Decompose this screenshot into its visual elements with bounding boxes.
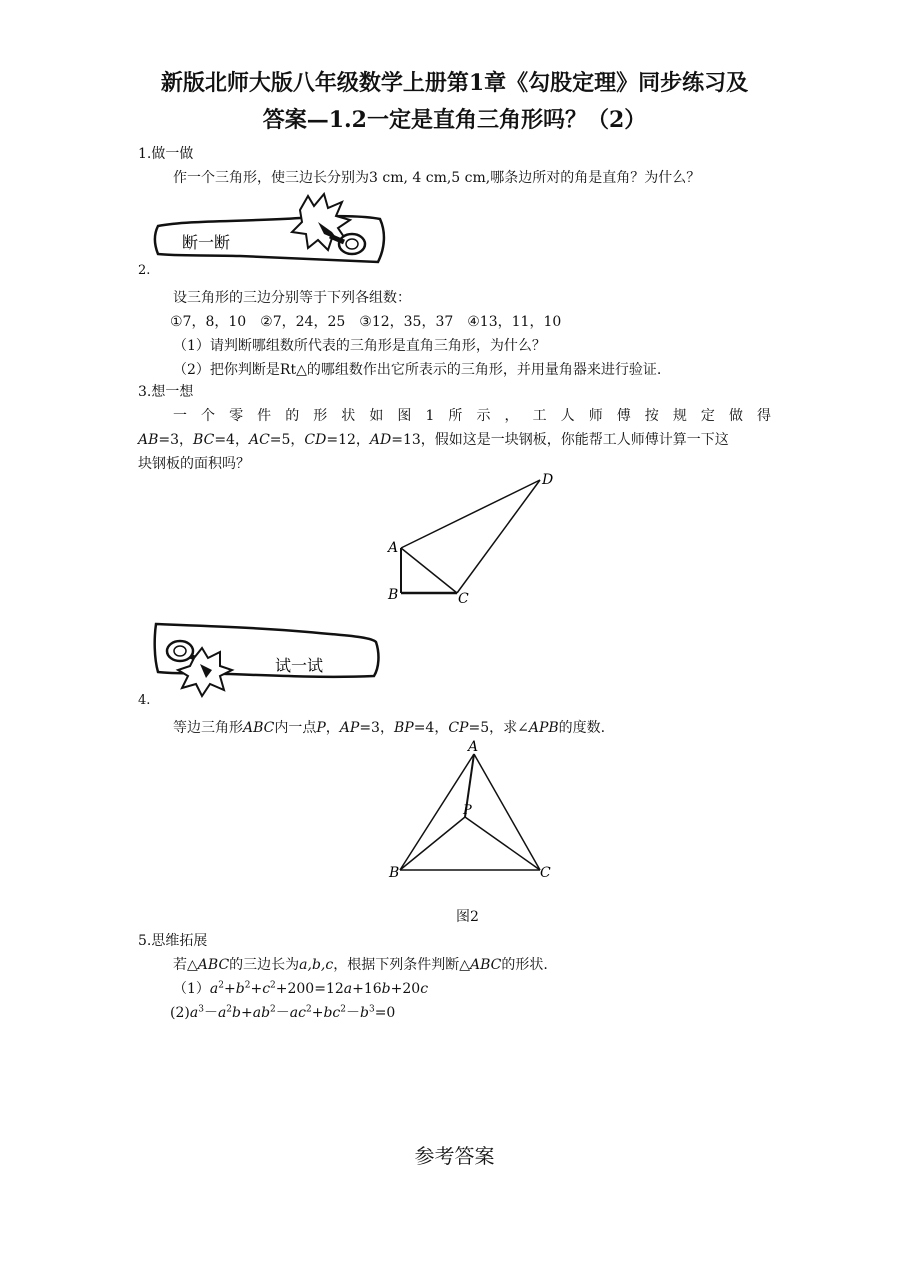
fig2-label-p: P <box>463 803 472 818</box>
q4-v1: =3， <box>359 720 394 736</box>
val-ab: =3， <box>158 432 194 448</box>
q5-eq1-prefix: （1） <box>173 981 210 997</box>
val-ac: =5， <box>269 432 305 448</box>
val-ad: =13，假如这是一块钢板，你能帮工人师傅计算一下这 <box>391 432 729 448</box>
q4-ap: AP <box>339 720 360 736</box>
q1-heading: 1.做一做 <box>138 146 194 162</box>
banner-try-illustration <box>150 618 382 700</box>
figure-2-caption: 图2 <box>456 909 479 925</box>
q4-v3: =5，求∠ <box>468 720 529 736</box>
q5-abc1: ABC <box>197 957 230 973</box>
q4-apb: APB <box>528 720 559 736</box>
q3-line3: 块钢板的面积吗？ <box>138 456 250 472</box>
q3-line2 <box>138 429 729 449</box>
q1-text: 作一个三角形，使三边长分别为3 cm, 4 cm,5 cm,哪条边所对的角是直角？为什么？ <box>173 170 701 186</box>
q4-abc: ABC <box>243 720 275 736</box>
banner-judge-label: 断一断 <box>182 233 231 252</box>
q4-cp: CP <box>448 720 469 736</box>
document-title-line-1: 新版北师大版八年级数学上册第1章《勾股定理》同步练习及 <box>160 70 749 96</box>
q3-line1: 一个零件的形状如图1所示，工人师傅按规定做得 <box>173 408 771 424</box>
q4-v2: =4， <box>413 720 449 736</box>
fig1-label-d: D <box>542 472 554 488</box>
fig1-label-b: B <box>388 587 399 603</box>
q4-t1: 等边三角形 <box>173 720 243 736</box>
document-title-line-2: 答案—1.2一定是直角三角形吗？（2） <box>262 107 647 133</box>
q2-sub1: （1）请判断哪组数所代表的三角形是直角三角形，为什么？ <box>173 338 546 354</box>
q4-bp: BP <box>393 720 414 736</box>
q5-text <box>173 954 548 974</box>
figure-1-quadrilateral <box>380 468 570 608</box>
q5-t2: 的三边长为 <box>229 957 300 973</box>
fig2-label-b: B <box>389 865 400 881</box>
banner-try-label: 试一试 <box>275 656 324 675</box>
q4-t3: ， <box>325 720 340 736</box>
q2-sub2: （2）把你判断是Rt△的哪组数作出它所表示的三角形，并用量角器来进行验证. <box>173 362 662 378</box>
q2-number: 2. <box>138 263 151 278</box>
q4-p: P <box>316 720 326 736</box>
seg-ab: AB <box>138 432 159 448</box>
q5-equation-1: $(1)a^2+b^2+c^2+200=12a+16b+20c$ <box>173 980 429 997</box>
fig2-label-c: C <box>540 865 551 881</box>
q5-t4: 的形状. <box>501 957 548 973</box>
seg-cd: CD <box>304 432 327 448</box>
q4-t2: 内一点 <box>274 720 317 736</box>
q2-groups: ①7，8，10 ②7，24，25 ③12，35，37 ④13，11，10 <box>170 314 562 330</box>
fig2-label-a: A <box>468 739 479 755</box>
q4-number: 4. <box>138 693 151 708</box>
seg-ac: AC <box>248 432 270 448</box>
val-cd: =12， <box>326 432 370 448</box>
val-bc: =4， <box>214 432 249 448</box>
seg-bc: BC <box>193 432 215 448</box>
q5-abc2: ABC <box>470 957 502 973</box>
figure-2-equilateral-triangle <box>385 736 560 884</box>
banner-judge-illustration <box>150 192 390 268</box>
q4-t4: 的度数. <box>558 720 606 736</box>
q5-vars: a,b,c <box>299 957 334 973</box>
q4-text <box>173 717 605 737</box>
q2-intro: 设三角形的三边分别等于下列各组数： <box>173 290 411 306</box>
q5-heading: 5.思维拓展 <box>138 933 208 949</box>
fig1-label-a: A <box>388 540 399 556</box>
fig1-label-c: C <box>458 591 469 607</box>
q5-t3: ，根据下列条件判断△ <box>333 957 470 973</box>
answer-heading: 参考答案 <box>414 1144 495 1168</box>
seg-ad: AD <box>369 432 392 448</box>
q5-equation-2: $(2)a^3-a^2b+ab^2-ac^2+bc^2-b^3=0$ <box>170 1004 396 1021</box>
q3-heading: 3.想一想 <box>138 384 194 400</box>
q5-t1: 若△ <box>173 957 198 973</box>
